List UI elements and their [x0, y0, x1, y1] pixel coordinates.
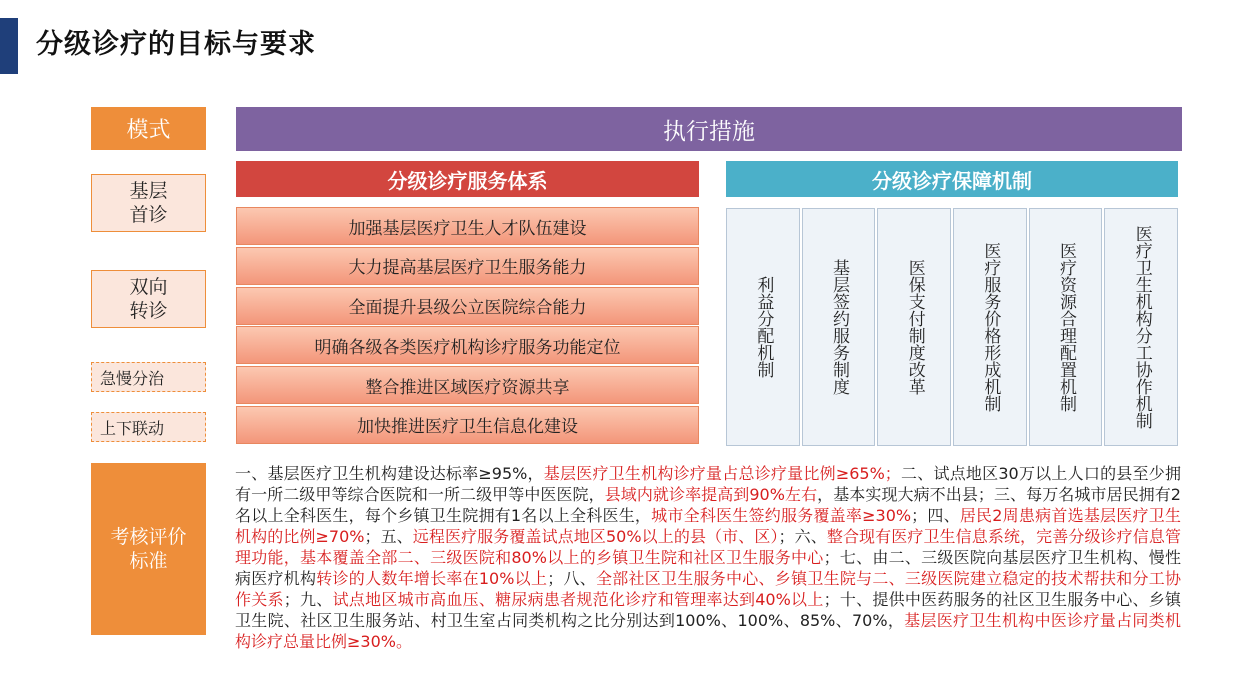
mode-header: 模式: [91, 107, 206, 150]
guarantee-item: 医疗卫生机构分工协作机制: [1104, 208, 1178, 446]
mode-item-acute-chronic: 急慢分治: [91, 362, 206, 392]
criteria-segment-highlight: 试点地区城市高血压、糖尿病患者规范化诊疗和管理率达到40%以上: [332, 590, 824, 609]
service-system-header: 分级诊疗服务体系: [236, 161, 699, 197]
service-item: 整合推进区域医疗资源共享: [236, 366, 699, 404]
service-item: 加快推进医疗卫生信息化建设: [236, 406, 699, 444]
mode-item-linkage: 上下联动: [91, 412, 206, 442]
criteria-segment-highlight: 城市全科医生签约服务覆盖率≥30%: [651, 506, 912, 525]
execution-header: 执行措施: [236, 107, 1182, 151]
guarantee-item: 医疗资源合理配置机制: [1029, 208, 1103, 446]
criteria-segment: 二、试点地区30万以上人口的县至少拥有一所二级甲等综合医院和一所二级甲等中医医院，: [235, 464, 1181, 504]
service-item: 明确各级各类医疗机构诊疗服务功能定位: [236, 326, 699, 364]
service-item: 大力提高基层医疗卫生服务能力: [236, 247, 699, 285]
guarantee-item: 医疗服务价格形成机制: [953, 208, 1027, 446]
title-accent-bar: [0, 18, 18, 74]
criteria-segment-highlight: 转诊的人数年增长率在10%以上: [316, 569, 548, 588]
guarantee-item: 医保支付制度改革: [877, 208, 951, 446]
criteria-segment: ；四、: [911, 506, 960, 525]
mode-item-two-way-referral: 双向 转诊: [91, 270, 206, 328]
criteria-segment-highlight: 全部社区卫生服务中心、乡镇卫生院与二、三级医院建立稳定的技术帮扶和分工协作关系: [235, 569, 1181, 609]
service-item: 全面提升县级公立医院综合能力: [236, 287, 699, 325]
criteria-segment-highlight: 远程医疗服务覆盖试点地区50%以上的县（市、区）: [412, 527, 779, 546]
criteria-segment-highlight: 县域内就诊率提高到90%左右: [604, 485, 818, 504]
page-title: 分级诊疗的目标与要求: [36, 29, 316, 60]
guarantee-item: 基层签约服务制度: [802, 208, 876, 446]
criteria-segment-highlight: 居民2周患病首选基层医疗卫生机构的比例≥70%: [235, 506, 1181, 546]
criteria-segment: ；八、: [547, 569, 596, 588]
criteria-segment: ，基本实现大病不出县；三、每万名城市居民拥有2名以上全科医生，每个乡镇卫生院拥有1名以上全科医生，: [235, 485, 1181, 525]
service-item: 加强基层医疗卫生人才队伍建设: [236, 207, 699, 245]
criteria-segment-highlight: 基层医疗卫生机构中医诊疗量占同类机构诊疗总量比例≥30%。: [235, 611, 1181, 651]
criteria-segment-highlight: 整合现有医疗卫生信息系统，完善分级诊疗信息管理功能，基本覆盖全部二、三级医院和80%以上的乡镇卫生院和社区卫生服务中心: [235, 527, 1181, 567]
guarantee-list: [726, 208, 1178, 446]
guarantee-item: 利益分配机制: [726, 208, 800, 446]
criteria-segment: 一、基层医疗卫生机构建设达标率≥95%，: [235, 464, 544, 483]
mode-item-primary-care: 基层 首诊: [91, 174, 206, 232]
criteria-segment: ；七、由二、三级医院向基层医疗卫生机构、慢性病医疗机构: [235, 548, 1181, 588]
criteria-segment: ；六、: [778, 527, 827, 546]
assessment-criteria-text: [235, 463, 1181, 652]
criteria-segment: ；五、: [364, 527, 413, 546]
service-system-list: [236, 207, 699, 446]
criteria-segment: ；九、: [283, 590, 333, 609]
assessment-label: 考核评价 标准: [91, 463, 206, 635]
guarantee-header: 分级诊疗保障机制: [726, 161, 1178, 197]
criteria-segment-highlight: 基层医疗卫生机构诊疗量占总诊疗量比例≥65%；: [543, 464, 901, 483]
criteria-segment: ；十、提供中医药服务的社区卫生服务中心、乡镇卫生院、社区卫生服务站、村卫生室占同类机构之比分别达到100%、100%、85%、70%，: [235, 590, 1181, 630]
